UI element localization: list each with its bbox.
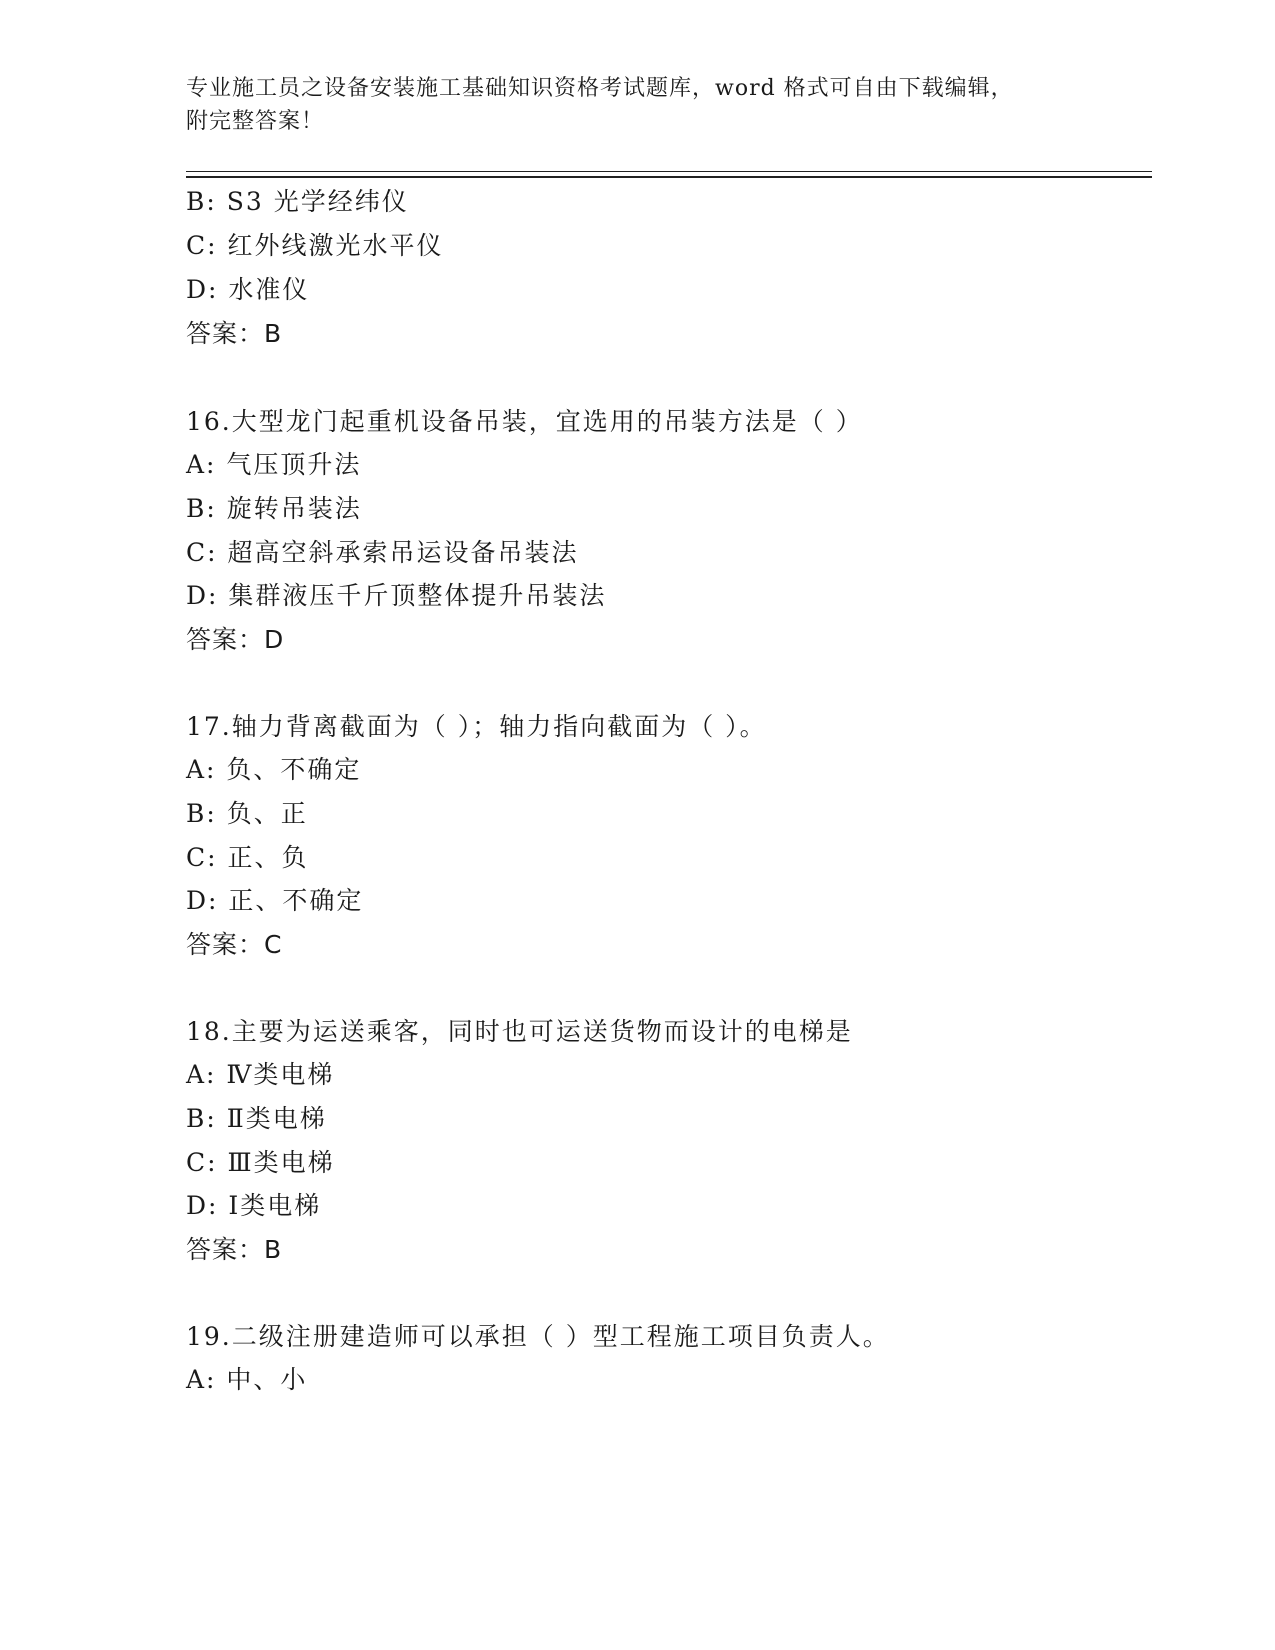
question-stem: 16.大型龙门起重机设备吊装，宜选用的吊装方法是（ ） bbox=[186, 407, 863, 436]
question-stem: 18.主要为运送乘客，同时也可运送货物而设计的电梯是 bbox=[186, 1017, 853, 1046]
option-a: A: 负、不确定 bbox=[186, 755, 362, 784]
option-b: B: 负、正 bbox=[186, 799, 308, 828]
option-a: A: 气压顶升法 bbox=[186, 450, 362, 479]
answer: 答案：B bbox=[186, 1235, 283, 1264]
option-c: C: 超高空斜承索吊运设备吊装法 bbox=[186, 538, 579, 567]
option-d: D: 正、不确定 bbox=[186, 886, 364, 915]
option-a: A: 中、小 bbox=[186, 1365, 308, 1394]
option-d: D: Ⅰ类电梯 bbox=[186, 1191, 322, 1220]
option-b: B: Ⅱ类电梯 bbox=[186, 1104, 327, 1133]
option-d: D: 水准仪 bbox=[186, 275, 310, 304]
option-c: C: 正、负 bbox=[186, 843, 309, 872]
header-line-1: 专业施工员之设备安装施工基础知识资格考试题库，word 格式可自由下载编辑， bbox=[186, 76, 1014, 101]
question-stem: 19.二级注册建造师可以承担（ ）型工程施工项目负责人。 bbox=[186, 1322, 890, 1351]
header-line-2: 附完整答案！ bbox=[186, 109, 325, 134]
option-c: C: 红外线激光水平仪 bbox=[186, 231, 444, 260]
answer: 答案：B bbox=[186, 319, 283, 348]
header-rule-bottom bbox=[186, 176, 1152, 178]
option-b: B: S3 光学经纬仪 bbox=[186, 187, 409, 216]
header-rule-top bbox=[186, 171, 1152, 172]
answer: 答案：C bbox=[186, 930, 283, 959]
option-c: C: Ⅲ类电梯 bbox=[186, 1148, 335, 1177]
option-d: D: 集群液压千斤顶整体提升吊装法 bbox=[186, 581, 607, 610]
option-b: B: 旋转吊装法 bbox=[186, 494, 362, 523]
option-a: A: Ⅳ类电梯 bbox=[186, 1060, 335, 1089]
answer: 答案：D bbox=[186, 625, 285, 654]
document-header bbox=[186, 72, 1086, 138]
question-stem: 17.轴力背离截面为（ ）；轴力指向截面为（ ）。 bbox=[186, 712, 767, 741]
